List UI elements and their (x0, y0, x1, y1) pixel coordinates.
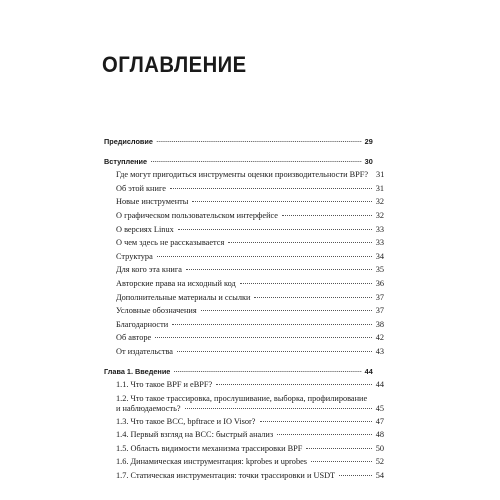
toc-entry-preface[interactable] (104, 135, 373, 149)
toc-subentry-label: 1.7. Статическая инструментация: точки трассировки и USDT (116, 469, 337, 483)
dot-leader (157, 141, 361, 142)
toc-subentry-label: О версиях Linux (116, 223, 176, 237)
toc-subentry-label: Структура (116, 250, 155, 264)
toc-subentry-label: От издательства (116, 345, 175, 359)
dot-leader (170, 188, 372, 189)
toc-subentry-page: 37 (375, 292, 384, 302)
toc-subentry[interactable] (104, 291, 384, 305)
toc-entry-label: Предисловие (104, 135, 155, 149)
toc-subentry-page: 32 (375, 210, 384, 220)
dot-leader (240, 283, 372, 284)
toc-subentry[interactable] (104, 277, 384, 291)
dot-leader (155, 337, 372, 338)
toc-subentry-page: 31 (376, 170, 385, 180)
toc-subentry-label: Где могут пригодиться инструменты оценки производительности BPF? (116, 168, 370, 182)
toc-subentry-page: 32 (375, 197, 384, 207)
toc-subentry[interactable] (104, 442, 384, 456)
dot-leader (177, 351, 372, 352)
dot-leader (311, 461, 372, 462)
toc-subentry[interactable] (104, 250, 384, 264)
dot-leader (339, 475, 372, 476)
toc-entry-page: 29 (364, 137, 373, 146)
toc-entry-chapter-1[interactable] (104, 365, 373, 379)
toc-subentry-label: Об авторе (116, 331, 153, 345)
dot-leader (260, 421, 372, 422)
dot-leader (172, 324, 372, 325)
dot-leader (277, 434, 372, 435)
toc-subentry-page: 36 (375, 278, 384, 288)
dot-leader (178, 229, 372, 230)
toc-subentry[interactable] (104, 455, 384, 469)
toc-subentry-label-cont: и наблюдаемость? (116, 403, 181, 413)
toc-subentry[interactable] (104, 223, 384, 237)
dot-leader (228, 242, 371, 243)
toc-subentry[interactable] (104, 236, 384, 250)
table-of-contents (104, 135, 384, 483)
toc-subentry-page: 45 (375, 403, 384, 413)
toc-subentry[interactable] (104, 415, 384, 429)
page-title: ОГЛАВЛЕНИЕ (102, 52, 247, 77)
toc-subentry-page: 50 (375, 443, 384, 453)
toc-subentry[interactable] (104, 392, 384, 415)
toc-subentry[interactable] (104, 318, 384, 332)
toc-subentry-page: 48 (375, 430, 384, 440)
toc-subentry-label: Благодарности (116, 318, 170, 332)
toc-subentry-page: 43 (375, 346, 384, 356)
toc-subentry-label: Дополнительные материалы и ссылки (116, 291, 252, 305)
toc-subentry-page: 38 (375, 319, 384, 329)
toc-subentry-page: 33 (375, 224, 384, 234)
toc-entry-label: Вступление (104, 155, 149, 169)
toc-subentry-label: Для кого эта книга (116, 263, 184, 277)
toc-subentry-page: 37 (375, 306, 384, 316)
toc-subentry-label: 1.2. Что такое трассировка, прослушивание, выборка, профилирование (116, 393, 368, 403)
toc-subentry[interactable] (104, 195, 384, 209)
toc-subentry-page: 47 (375, 416, 384, 426)
toc-subentry-page: 54 (375, 471, 384, 481)
toc-subentry-label: Новые инструменты (116, 195, 190, 209)
toc-subentry-label: Об этой книге (116, 182, 168, 196)
dot-leader (192, 201, 371, 202)
dot-leader (216, 384, 372, 385)
toc-subentry[interactable] (104, 182, 384, 196)
toc-subentry[interactable] (104, 428, 384, 442)
toc-subentry-label: Авторские права на исходный код (116, 277, 238, 291)
toc-subentry-label: О графическом пользовательском интерфейсе (116, 209, 280, 223)
toc-entry-intro[interactable] (104, 155, 373, 169)
toc-subentry[interactable] (104, 304, 384, 318)
toc-subentry-label: 1.5. Область видимости механизма трассировки BPF (116, 442, 304, 456)
toc-subentry-page: 52 (375, 457, 384, 467)
dot-leader (306, 448, 371, 449)
toc-entry-page: 44 (364, 366, 373, 376)
toc-subentry-continuation (116, 404, 384, 414)
toc-subentry-page: 31 (375, 183, 384, 193)
toc-subentry-page: 33 (375, 238, 384, 248)
toc-subentry-label: 1.1. Что такое BPF и eBPF? (116, 378, 214, 392)
toc-subentry-label: 1.4. Первый взгляд на BCC: быстрый анализ (116, 428, 275, 442)
toc-subentry-page: 34 (375, 251, 384, 261)
toc-subentry[interactable] (104, 263, 384, 277)
toc-entry-label: Глава 1. Введение (104, 365, 172, 379)
dot-leader (151, 161, 361, 162)
dot-leader (282, 215, 372, 216)
dot-leader (201, 310, 372, 311)
dot-leader (254, 297, 371, 298)
toc-subentry[interactable] (104, 469, 384, 483)
toc-subentry-label: 1.6. Динамическая инструментация: kprobes и uprobes (116, 455, 309, 469)
dot-leader (185, 408, 372, 409)
toc-subentry-label: 1.3. Что такое BCC, bpftrace и IO Visor? (116, 415, 258, 429)
dot-leader (186, 269, 372, 270)
toc-subentry[interactable] (104, 378, 384, 392)
toc-subentry[interactable] (104, 345, 384, 359)
toc-entry-page: 30 (364, 156, 373, 166)
toc-subentry[interactable] (104, 209, 384, 223)
toc-subentry-page: 42 (375, 333, 384, 343)
dot-leader (174, 371, 361, 372)
toc-subentry-label: О чем здесь не рассказывается (116, 236, 226, 250)
toc-subentry[interactable] (104, 331, 384, 345)
toc-subentry-label: Условные обозначения (116, 304, 199, 318)
toc-subentry-page: 35 (375, 265, 384, 275)
toc-subentry-page: 44 (375, 380, 384, 390)
toc-subentry[interactable] (104, 168, 384, 182)
dot-leader (157, 256, 372, 257)
